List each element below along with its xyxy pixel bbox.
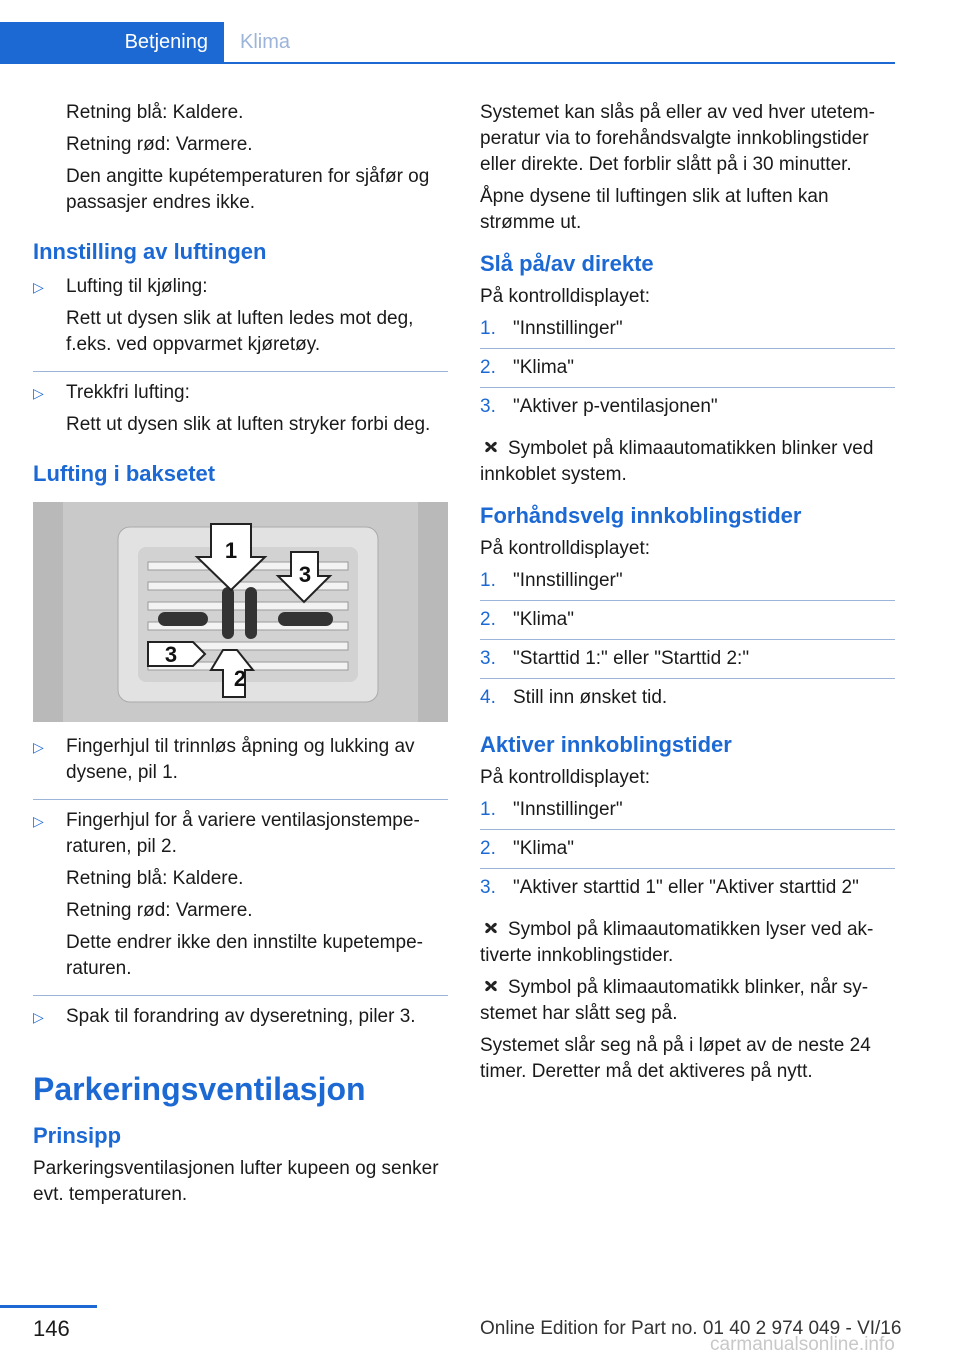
- bullet-text: Spak til forandring av dyseretning, piler 3.: [66, 1006, 416, 1027]
- note-text: Symbol på klimaautomatikken lyser ved aktiverte innkoblingstider.: [480, 919, 874, 966]
- step-number: 1.: [480, 318, 496, 339]
- note: [480, 975, 895, 1027]
- tab-betjening[interactable]: Betjening: [0, 22, 224, 62]
- triangle-bullet-icon: ▷: [33, 385, 44, 401]
- list-item: [480, 607, 895, 640]
- paragraph: Systemet kan slås på eller av ved hver utetemperatur via to forehåndsvalgte innkoblingstider eller direkte. Det forblir slått på i 30 minutter.: [480, 102, 875, 175]
- note-text: Symbol på klimaautomatikk blinker, når systemet har slått seg på.: [480, 977, 869, 1024]
- fan-icon: [480, 977, 502, 995]
- paragraph: På kontrolldisplayet:: [480, 538, 651, 559]
- list-item: [480, 797, 895, 830]
- heading-prinsipp: Prinsipp: [33, 1123, 122, 1148]
- bullet-title: Lufting til kjøling:: [66, 276, 208, 297]
- tab-klima[interactable]: Klima: [240, 31, 291, 53]
- step-text: "Klima": [513, 609, 574, 630]
- list-item: [480, 836, 895, 869]
- step-number: 1.: [480, 799, 496, 820]
- note: [480, 436, 895, 488]
- step-text: "Starttid 1:" eller "Starttid 2:": [513, 648, 750, 669]
- bullet-text: Fingerhjul til trinnløs åpning og lukking av dysene, pil 1.: [66, 736, 415, 783]
- triangle-bullet-icon: ▷: [33, 813, 44, 829]
- steps-direkte: [480, 316, 895, 426]
- steps-forhandsvelg: [480, 568, 895, 717]
- heading-aktiver: Aktiver innkoblingstider: [480, 732, 732, 757]
- fan-icon: [480, 438, 502, 456]
- paragraph: Retning blå: Kaldere.: [66, 102, 244, 123]
- list-item: [480, 316, 895, 349]
- bullet-text: Retning rød: Varmere.: [66, 900, 253, 921]
- footer-rule: [0, 1305, 97, 1308]
- list-item: [480, 394, 895, 426]
- list-item: [480, 646, 895, 679]
- list-item: [480, 875, 895, 907]
- heading-innstilling: Innstilling av luftingen: [33, 239, 267, 264]
- list-item: [33, 274, 448, 372]
- list-item: [480, 568, 895, 601]
- heading-forhandsvelg: Forhåndsvelg innkoblingstider: [480, 503, 802, 528]
- step-number: 2.: [480, 609, 496, 630]
- step-text: "Aktiver p-ventilasjonen": [513, 396, 718, 417]
- edition-text: Online Edition for Part no. 01 40 2 974 049 - VI/16: [480, 1318, 902, 1339]
- paragraph: Systemet slår seg nå på i løpet av de neste 24 timer. Deretter må det aktiveres på nytt.: [480, 1035, 871, 1082]
- steps-aktiver: [480, 797, 895, 907]
- note: [480, 917, 895, 969]
- step-text: "Innstillinger": [513, 799, 623, 820]
- note-text: Symbolet på klimaautomatikken blinker ved innkoblet system.: [480, 438, 874, 485]
- step-text: "Innstillinger": [513, 318, 623, 339]
- rear-vent-figure: [33, 502, 448, 722]
- paragraph: På kontrolldisplayet:: [480, 767, 651, 788]
- step-number: 1.: [480, 570, 496, 591]
- watermark: carmanualsonline.info: [710, 1334, 895, 1355]
- paragraph: Åpne dysene til luftingen slik at luften kan strømme ut.: [480, 186, 829, 233]
- step-number: 3.: [480, 877, 496, 898]
- bullet-title: Trekkfri lufting:: [66, 382, 190, 403]
- bullet-text: Fingerhjul for å variere ventilasjonstemperaturen, pil 2.: [66, 810, 420, 857]
- left-column: [33, 100, 448, 1214]
- header-bar: [0, 22, 895, 64]
- step-text: "Innstillinger": [513, 570, 623, 591]
- bullet-text: Rett ut dysen slik at luften stryker forbi deg.: [66, 414, 431, 435]
- heading-direkte: Slå på/av direkte: [480, 251, 654, 276]
- bullet-text: Retning blå: Kaldere.: [66, 868, 244, 889]
- list-item: [33, 380, 448, 438]
- triangle-bullet-icon: ▷: [33, 279, 44, 295]
- right-column: [480, 100, 895, 1091]
- arrow-label-1: 1: [224, 538, 238, 563]
- list-item: [33, 734, 448, 800]
- page-number: 146: [33, 1316, 70, 1341]
- paragraph: Parkeringsventilasjonen lufter kupeen og senker evt. temperaturen.: [33, 1158, 439, 1205]
- triangle-bullet-icon: ▷: [33, 1009, 44, 1025]
- step-text: "Klima": [513, 357, 574, 378]
- list-item: [33, 1004, 448, 1030]
- step-text: Still inn ønsket tid.: [513, 687, 668, 708]
- heading-parkeringsventilasjon: Parkeringsventilasjon: [33, 1071, 366, 1107]
- triangle-bullet-icon: ▷: [33, 739, 44, 755]
- step-number: 4.: [480, 687, 496, 708]
- paragraph: På kontrolldisplayet:: [480, 286, 651, 307]
- fan-icon: [480, 919, 502, 937]
- paragraph: Retning rød: Varmere.: [66, 134, 253, 155]
- step-number: 2.: [480, 357, 496, 378]
- step-number: 3.: [480, 648, 496, 669]
- step-text: "Aktiver starttid 1" eller "Aktiver starttid 2": [513, 877, 859, 898]
- bullet-text: Rett ut dysen slik at luften ledes mot deg, f.eks. ved oppvarmet kjøretøy.: [66, 308, 414, 355]
- arrow-label-3b: 3: [164, 642, 178, 667]
- step-text: "Klima": [513, 838, 574, 859]
- list-item: [480, 685, 895, 717]
- list-item: [33, 808, 448, 996]
- bullet-text: Dette endrer ikke den innstilte kupetemperaturen.: [66, 932, 423, 979]
- list-item: [480, 355, 895, 388]
- step-number: 2.: [480, 838, 496, 859]
- heading-baksetet: Lufting i baksetet: [33, 461, 216, 486]
- step-number: 3.: [480, 396, 496, 417]
- paragraph: Den angitte kupétemperaturen for sjåfør og passasjer endres ikke.: [66, 166, 430, 213]
- arrow-label-2: 2: [233, 666, 247, 691]
- arrow-label-3: 3: [298, 562, 312, 587]
